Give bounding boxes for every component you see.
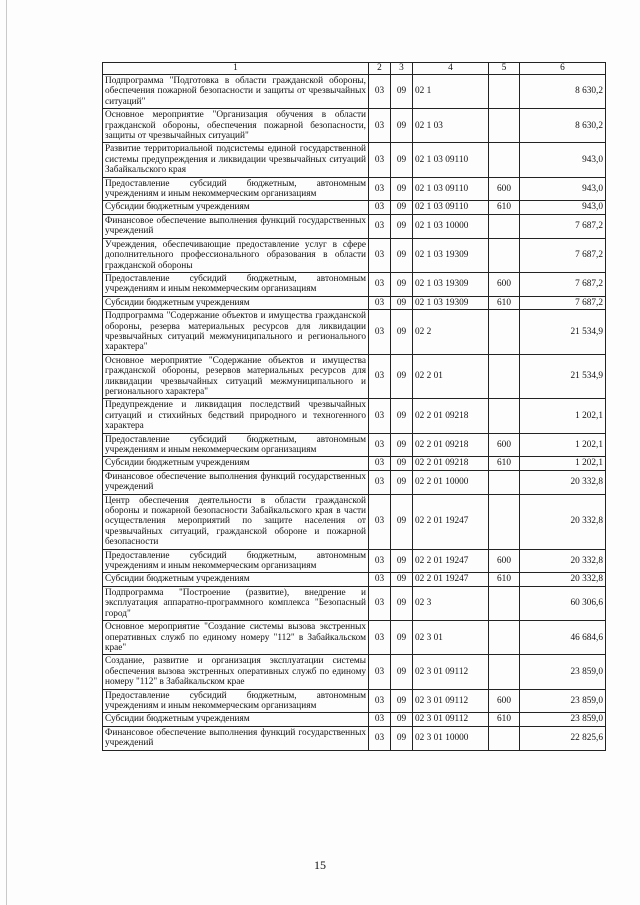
row-amount-cell: 20 332,8 xyxy=(520,573,606,586)
row-target-article-cell: 02 1 03 xyxy=(413,109,489,143)
row-subsection-cell: 09 xyxy=(391,296,413,309)
row-target-article-cell: 02 2 01 xyxy=(413,354,489,399)
table-header-row xyxy=(103,63,606,75)
row-target-article-cell: 02 1 03 19309 xyxy=(413,296,489,309)
row-target-article-cell: 02 2 01 09218 xyxy=(413,399,489,433)
budget-table-body xyxy=(103,63,606,751)
row-subsection-cell: 09 xyxy=(391,433,413,457)
row-subsection-cell: 09 xyxy=(391,354,413,399)
row-section-cell: 03 xyxy=(369,621,391,655)
header-col-1: 1 xyxy=(103,63,369,75)
row-expense-type-cell xyxy=(489,354,520,399)
row-name-cell: Основное мероприятие "Создание системы вызова экстренных оперативных служб по единому номеру "112" в Забайкальском крае" xyxy=(103,621,369,655)
row-target-article-cell: 02 1 03 09110 xyxy=(413,177,489,201)
row-subsection-cell: 09 xyxy=(391,238,413,272)
row-target-article-cell: 02 1 xyxy=(413,75,489,109)
row-target-article-cell: 02 1 03 09110 xyxy=(413,201,489,214)
row-name-cell: Подпрограмма "Построение (развитие), внедрение и эксплуатация аппаратно-программного комплекса "Безопасный город" xyxy=(103,586,369,620)
row-section-cell: 03 xyxy=(369,470,391,494)
table-row xyxy=(103,621,606,655)
row-amount-cell: 8 630,2 xyxy=(520,75,606,109)
row-expense-type-cell xyxy=(489,621,520,655)
row-amount-cell: 20 332,8 xyxy=(520,549,606,573)
table-row xyxy=(103,689,606,713)
table-row xyxy=(103,586,606,620)
row-name-cell: Финансовое обеспечение выполнения функций государственных учреждений xyxy=(103,214,369,238)
row-section-cell: 03 xyxy=(369,457,391,470)
row-section-cell: 03 xyxy=(369,238,391,272)
header-col-3: 3 xyxy=(391,63,413,75)
row-amount-cell: 46 684,6 xyxy=(520,621,606,655)
row-section-cell: 03 xyxy=(369,177,391,201)
row-subsection-cell: 09 xyxy=(391,177,413,201)
row-amount-cell: 7 687,2 xyxy=(520,296,606,309)
table-row xyxy=(103,238,606,272)
row-target-article-cell: 02 3 xyxy=(413,586,489,620)
row-amount-cell: 60 306,6 xyxy=(520,586,606,620)
table-row xyxy=(103,549,606,573)
row-name-cell: Основное мероприятие "Организация обучения в области гражданской обороны, обеспечения пожарной безопасности, защиты от чрезвычайных ситуаций" xyxy=(103,109,369,143)
row-name-cell: Субсидии бюджетным учреждениям xyxy=(103,296,369,309)
row-target-article-cell: 02 2 01 19247 xyxy=(413,494,489,549)
row-target-article-cell: 02 2 01 09218 xyxy=(413,433,489,457)
table-row xyxy=(103,713,606,726)
row-subsection-cell: 09 xyxy=(391,399,413,433)
row-amount-cell: 21 534,9 xyxy=(520,310,606,355)
row-expense-type-cell: 600 xyxy=(489,433,520,457)
row-section-cell: 03 xyxy=(369,399,391,433)
row-name-cell: Подпрограмма "Содержание объектов и имущества гражданской обороны, резерва материальных ресурсов для ликвидации чрезвычайных ситуаций межмуниципального и регионального характера" xyxy=(103,310,369,355)
row-name-cell: Предоставление субсидий бюджетным, автономным учреждениям и иным некоммерческим организациям xyxy=(103,549,369,573)
row-section-cell: 03 xyxy=(369,655,391,689)
row-subsection-cell: 09 xyxy=(391,143,413,177)
row-expense-type-cell xyxy=(489,238,520,272)
row-subsection-cell: 09 xyxy=(391,272,413,296)
row-amount-cell: 7 687,2 xyxy=(520,272,606,296)
row-target-article-cell: 02 3 01 09112 xyxy=(413,655,489,689)
budget-table xyxy=(102,62,606,751)
row-section-cell: 03 xyxy=(369,726,391,750)
row-amount-cell: 22 825,6 xyxy=(520,726,606,750)
header-col-5: 5 xyxy=(489,63,520,75)
table-row xyxy=(103,201,606,214)
row-amount-cell: 943,0 xyxy=(520,201,606,214)
table-row xyxy=(103,177,606,201)
row-expense-type-cell xyxy=(489,214,520,238)
table-row xyxy=(103,457,606,470)
row-name-cell: Предоставление субсидий бюджетным, автономным учреждениям и иным некоммерческим организациям xyxy=(103,433,369,457)
row-target-article-cell: 02 3 01 09112 xyxy=(413,713,489,726)
row-expense-type-cell: 600 xyxy=(489,177,520,201)
row-expense-type-cell xyxy=(489,143,520,177)
row-section-cell: 03 xyxy=(369,296,391,309)
row-amount-cell: 1 202,1 xyxy=(520,433,606,457)
row-amount-cell: 943,0 xyxy=(520,143,606,177)
row-section-cell: 03 xyxy=(369,713,391,726)
row-section-cell: 03 xyxy=(369,494,391,549)
table-row xyxy=(103,310,606,355)
row-section-cell: 03 xyxy=(369,109,391,143)
row-name-cell: Центр обеспечения деятельности в области гражданской обороны и пожарной безопасности Забайкальского края в части осуществления мероприятий по защите населения от чрезвычайных ситуаций, гражданской обороне и пожарной безопасности xyxy=(103,494,369,549)
row-expense-type-cell xyxy=(489,494,520,549)
row-subsection-cell: 09 xyxy=(391,573,413,586)
row-amount-cell: 7 687,2 xyxy=(520,238,606,272)
row-section-cell: 03 xyxy=(369,433,391,457)
table-row xyxy=(103,296,606,309)
row-section-cell: 03 xyxy=(369,354,391,399)
row-target-article-cell: 02 2 01 09218 xyxy=(413,457,489,470)
row-target-article-cell: 02 1 03 10000 xyxy=(413,214,489,238)
row-target-article-cell: 02 2 01 19247 xyxy=(413,573,489,586)
table-row xyxy=(103,573,606,586)
row-section-cell: 03 xyxy=(369,573,391,586)
row-subsection-cell: 09 xyxy=(391,549,413,573)
row-expense-type-cell xyxy=(489,586,520,620)
row-name-cell: Предоставление субсидий бюджетным, автономным учреждениям и иным некоммерческим организациям xyxy=(103,689,369,713)
row-amount-cell: 23 859,0 xyxy=(520,713,606,726)
row-amount-cell: 23 859,0 xyxy=(520,655,606,689)
row-expense-type-cell xyxy=(489,399,520,433)
row-name-cell: Учреждения, обеспечивающие предоставление услуг в сфере дополнительного профессионального образования в области гражданской обороны xyxy=(103,238,369,272)
row-amount-cell: 23 859,0 xyxy=(520,689,606,713)
row-name-cell: Основное мероприятие "Содержание объектов и имущества гражданской обороны, резервов материальных ресурсов для ликвидации чрезвычайных ситуаций межмуниципального и регионального характера" xyxy=(103,354,369,399)
row-target-article-cell: 02 2 01 19247 xyxy=(413,549,489,573)
row-amount-cell: 8 630,2 xyxy=(520,109,606,143)
table-row xyxy=(103,655,606,689)
row-subsection-cell: 09 xyxy=(391,201,413,214)
table-row xyxy=(103,470,606,494)
header-col-2: 2 xyxy=(369,63,391,75)
row-name-cell: Субсидии бюджетным учреждениям xyxy=(103,457,369,470)
row-subsection-cell: 09 xyxy=(391,586,413,620)
row-amount-cell: 7 687,2 xyxy=(520,214,606,238)
row-section-cell: 03 xyxy=(369,310,391,355)
row-expense-type-cell: 610 xyxy=(489,296,520,309)
table-row xyxy=(103,214,606,238)
header-col-6: 6 xyxy=(520,63,606,75)
row-expense-type-cell: 610 xyxy=(489,457,520,470)
row-name-cell: Предоставление субсидий бюджетным, автономным учреждениям и иным некоммерческим организациям xyxy=(103,177,369,201)
row-target-article-cell: 02 1 03 09110 xyxy=(413,143,489,177)
row-subsection-cell: 09 xyxy=(391,310,413,355)
row-name-cell: Финансовое обеспечение выполнения функций государственных учреждений xyxy=(103,470,369,494)
row-expense-type-cell: 610 xyxy=(489,573,520,586)
row-target-article-cell: 02 3 01 10000 xyxy=(413,726,489,750)
row-section-cell: 03 xyxy=(369,586,391,620)
row-section-cell: 03 xyxy=(369,272,391,296)
row-section-cell: 03 xyxy=(369,549,391,573)
table-row xyxy=(103,726,606,750)
row-expense-type-cell: 600 xyxy=(489,689,520,713)
row-expense-type-cell xyxy=(489,109,520,143)
row-expense-type-cell: 610 xyxy=(489,713,520,726)
row-subsection-cell: 09 xyxy=(391,655,413,689)
row-target-article-cell: 02 2 01 10000 xyxy=(413,470,489,494)
row-subsection-cell: 09 xyxy=(391,214,413,238)
page-number: 15 xyxy=(314,858,326,872)
row-name-cell: Субсидии бюджетным учреждениям xyxy=(103,201,369,214)
row-expense-type-cell xyxy=(489,470,520,494)
table-row xyxy=(103,354,606,399)
row-amount-cell: 20 332,8 xyxy=(520,494,606,549)
row-section-cell: 03 xyxy=(369,689,391,713)
row-amount-cell: 21 534,9 xyxy=(520,354,606,399)
row-amount-cell: 943,0 xyxy=(520,177,606,201)
row-target-article-cell: 02 2 xyxy=(413,310,489,355)
row-name-cell: Финансовое обеспечение выполнения функций государственных учреждений xyxy=(103,726,369,750)
table-row xyxy=(103,143,606,177)
row-section-cell: 03 xyxy=(369,214,391,238)
row-subsection-cell: 09 xyxy=(391,726,413,750)
row-section-cell: 03 xyxy=(369,75,391,109)
table-row xyxy=(103,399,606,433)
row-amount-cell: 1 202,1 xyxy=(520,399,606,433)
row-amount-cell: 20 332,8 xyxy=(520,470,606,494)
table-row xyxy=(103,433,606,457)
row-target-article-cell: 02 1 03 19309 xyxy=(413,238,489,272)
row-expense-type-cell: 610 xyxy=(489,201,520,214)
row-subsection-cell: 09 xyxy=(391,713,413,726)
row-target-article-cell: 02 1 03 19309 xyxy=(413,272,489,296)
row-subsection-cell: 09 xyxy=(391,75,413,109)
row-subsection-cell: 09 xyxy=(391,621,413,655)
row-name-cell: Субсидии бюджетным учреждениям xyxy=(103,713,369,726)
table-row xyxy=(103,272,606,296)
row-subsection-cell: 09 xyxy=(391,689,413,713)
table-row xyxy=(103,494,606,549)
row-name-cell: Предупреждение и ликвидация последствий чрезвычайных ситуаций и стихийных бедствий природного и техногенного характера xyxy=(103,399,369,433)
row-subsection-cell: 09 xyxy=(391,494,413,549)
row-target-article-cell: 02 3 01 09112 xyxy=(413,689,489,713)
row-section-cell: 03 xyxy=(369,143,391,177)
row-name-cell: Субсидии бюджетным учреждениям xyxy=(103,573,369,586)
row-target-article-cell: 02 3 01 xyxy=(413,621,489,655)
page-edge-line xyxy=(6,0,7,905)
row-name-cell: Развитие территориальной подсистемы единой государственной системы предупреждения и ликвидации чрезвычайных ситуаций Забайкальского края xyxy=(103,143,369,177)
row-name-cell: Подпрограмма "Подготовка в области гражданской обороны, обеспечения пожарной безопасности и защиты от чрезвычайных ситуаций" xyxy=(103,75,369,109)
table-row xyxy=(103,109,606,143)
row-expense-type-cell xyxy=(489,655,520,689)
row-name-cell: Предоставление субсидий бюджетным, автономным учреждениям и иным некоммерческим организациям xyxy=(103,272,369,296)
header-col-4: 4 xyxy=(413,63,489,75)
row-expense-type-cell xyxy=(489,726,520,750)
row-expense-type-cell xyxy=(489,310,520,355)
row-expense-type-cell: 600 xyxy=(489,549,520,573)
row-subsection-cell: 09 xyxy=(391,109,413,143)
row-expense-type-cell xyxy=(489,75,520,109)
row-name-cell: Создание, развитие и организация эксплуатации системы обеспечения вызова экстренных оперативных служб по единому номеру "112" в Забайкальском крае xyxy=(103,655,369,689)
row-amount-cell: 1 202,1 xyxy=(520,457,606,470)
table-row xyxy=(103,75,606,109)
row-subsection-cell: 09 xyxy=(391,470,413,494)
row-section-cell: 03 xyxy=(369,201,391,214)
row-expense-type-cell: 600 xyxy=(489,272,520,296)
row-subsection-cell: 09 xyxy=(391,457,413,470)
